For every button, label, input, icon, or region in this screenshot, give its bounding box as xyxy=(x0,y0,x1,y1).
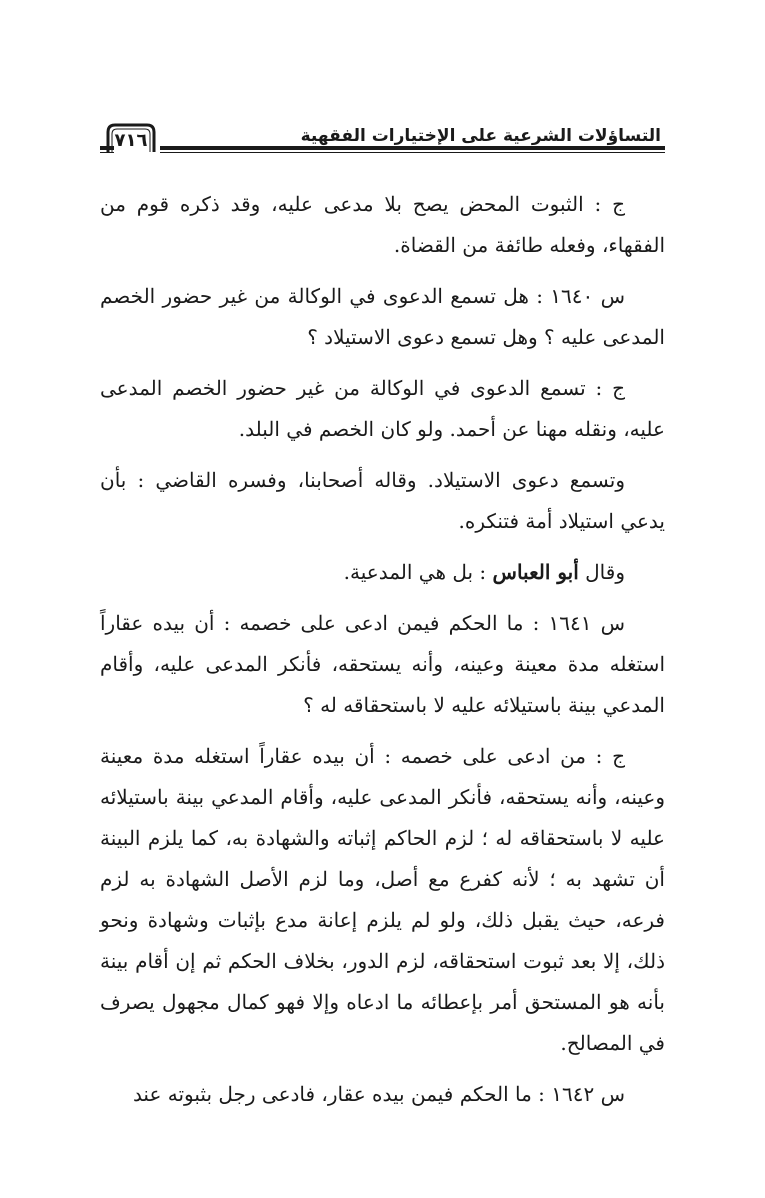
running-header xyxy=(100,96,665,152)
book-page xyxy=(100,96,665,1125)
answer-paragraph: ج : الثبوت المحض يصح بلا مدعى عليه، وقد ذكره قوم من الفقهاء، وفعله طائفة من القضاة. xyxy=(100,192,665,257)
page-number: ٧١٦ xyxy=(114,129,148,151)
body-text xyxy=(100,184,665,1115)
answer-paragraph: ج : من ادعى على خصمه : أن بيده عقاراً استغله مدة معينة وعينه، وأنه يستحقه، فأنكر المدعى عليه، وأقام المدعي بينة باستيلائه عليه لا باستحقاقه له ؛ لزم الحاكم إثباته والشهادة به، كما يلزم البينة أن تشهد به ؛ لأنه كفرع مع أصل، وما لزم الأصل الشهادة به لزم فرعه، حيث يقبل ذلك، ولو لم يلزم إعانة مدع بإثبات وشهادة ونحو ذلك، إلا بعد ثبوت استحقاقه، لزم الدور، بخلاف الحكم ثم إن أقام بينة بأنه هو المستحق أمر بإعطائه ما ادعاه وإلا فهو كمال مجهول يصرف في المصالح. xyxy=(100,744,665,1055)
answer-paragraph: ج : تسمع الدعوى في الوكالة من غير حضور الخصم المدعى عليه، ونقله مهنا عن أحمد. ولو كان الخصم في البلد. xyxy=(100,376,665,441)
quote-suffix: : بل هي المدعية. xyxy=(343,560,493,584)
question-paragraph: س ١٦٤٠ : هل تسمع الدعوى في الوكالة من غير حضور الخصم المدعى عليه ؟ وهل تسمع دعوى الاستيلاد ؟ xyxy=(100,284,665,349)
quote-paragraph xyxy=(100,552,665,593)
header-title: التساؤلات الشرعية على الإختيارات الفقهية xyxy=(300,126,661,146)
quote-prefix: وقال xyxy=(578,560,625,584)
question-paragraph: س ١٦٤١ : ما الحكم فيمن ادعى على خصمه : أن بيده عقاراً استغله مدة معينة وعينه، وأنه يستحقه، فأنكر المدعى عليه، وأقام المدعي بينة باستيلائه عليه لا باستحقاقه له ؟ xyxy=(100,611,665,717)
header-rule xyxy=(100,146,665,152)
scholar-name: أبو العباس xyxy=(492,560,579,584)
question-paragraph: س ١٦٤٢ : ما الحكم فيمن بيده عقار، فادعى رجل بثبوته عند xyxy=(132,1082,625,1106)
text-paragraph: وتسمع دعوى الاستيلاد. وقاله أصحابنا، وفسره القاضي : بأن يدعي استيلاد أمة فتنكره. xyxy=(100,468,665,533)
